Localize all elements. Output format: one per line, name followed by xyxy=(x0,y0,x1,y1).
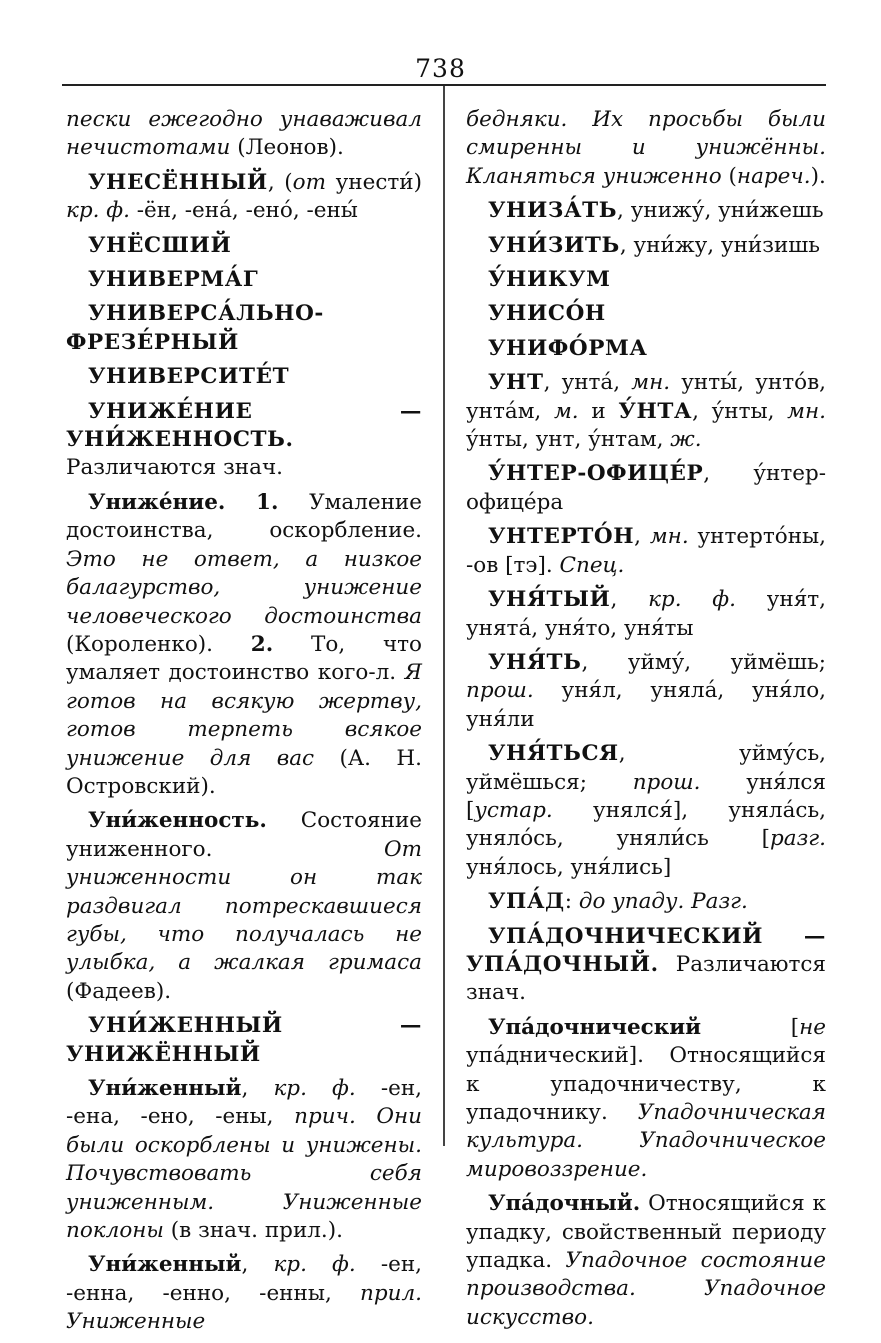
entry-unizhenie-unizhennost xyxy=(66,398,422,483)
subheadword: Упа́дочный. xyxy=(488,1191,641,1217)
italic-text: бедняки. Их просьбы были смиренны и унижённы. Кланяться униженно xyxy=(466,107,826,189)
entry-unison xyxy=(466,300,826,328)
plain-text: уня́л, уняла́, уня́ло, уня́ли xyxy=(466,678,826,732)
plain-text: , унижу́, уни́жешь xyxy=(617,198,824,224)
headword: УПА́Д xyxy=(488,889,565,915)
entry-unt xyxy=(466,369,826,454)
subheadword: Упа́дочнический xyxy=(488,1014,702,1040)
plain-text: (А. Н. Островский). xyxy=(66,745,422,799)
italic-text: м. xyxy=(553,398,579,424)
plain-text: унтерто́ны, -ов [тэ]. xyxy=(466,524,826,578)
plain-text: -ен, -енна, -енно, -енны, xyxy=(66,1252,422,1306)
plain-text: , xyxy=(634,524,650,550)
subheadword: Уни́женность. xyxy=(88,808,267,834)
plain-text: , xyxy=(241,1076,274,1101)
continued-text xyxy=(466,106,826,191)
plain-text: -ен, -ена, -ено, -ены, xyxy=(66,1076,422,1130)
plain-text: Умаление достоинства, оскорбление. xyxy=(66,489,422,544)
italic-text: кр. ф. xyxy=(273,1252,356,1278)
italic-text: Спец. xyxy=(559,552,625,578)
entry-upad xyxy=(466,888,826,916)
plain-text: , уни́жу, уни́зишь xyxy=(619,232,820,258)
plain-text: ( xyxy=(721,163,737,189)
column-divider xyxy=(443,86,445,1146)
italic-text: прош. xyxy=(466,678,534,704)
entry-unizhenny-unizhyonny xyxy=(66,1012,422,1069)
plain-text: ). xyxy=(810,163,826,189)
headword: УНИЗА́ТЬ xyxy=(488,198,618,224)
italic-text: не xyxy=(799,1014,826,1040)
plain-text: Состояние униженного. xyxy=(66,808,422,862)
continued-text xyxy=(66,106,422,163)
headword: УНИСО́Н xyxy=(488,301,606,327)
headword: УНИВЕРМА́Г xyxy=(88,267,259,293)
plain-text: унялся́], уняла́сь, уняло́сь, уняли́сь [ xyxy=(466,797,826,852)
subentry-unizhenny-participle xyxy=(66,1075,422,1245)
headword: УНИВЕРСА́ЛЬНО-ФРЕЗЕ́РНЫЙ xyxy=(66,301,324,355)
plain-text: Различаются знач. xyxy=(466,951,826,1006)
plain-text: у́нты, унт, у́нтам, xyxy=(466,427,671,453)
plain-text: То, что умаляет достоинство кого-л. xyxy=(66,631,423,686)
italic-text: кр. ф. xyxy=(648,587,736,613)
italic-text: От униженности он так раздвигал потрескавшиеся губы, что получалась не улыбка, а жалкая гримаса xyxy=(66,836,422,976)
italic-text: устар. xyxy=(474,797,553,823)
page-number: 738 xyxy=(415,54,466,83)
headword: У́НТА xyxy=(618,398,693,424)
headword: УПА́ДОЧНИЧЕСКИЙ — УПА́ДОЧНЫЙ. xyxy=(466,923,826,977)
italic-text: кр. ф. xyxy=(273,1076,356,1101)
plain-text: , xyxy=(610,587,649,613)
subentry-upadochny xyxy=(466,1190,826,1332)
plain-text: Различаются знач. xyxy=(66,455,284,481)
subheadword: 2. xyxy=(250,631,274,657)
entry-unyat xyxy=(466,649,826,734)
italic-text: от xyxy=(292,169,327,195)
left-column xyxy=(66,106,422,1343)
entry-upadochnichesky-upadochny xyxy=(466,923,826,1008)
headword: УНЁСШИЙ xyxy=(88,232,232,258)
headword: УНЯ́ТЬСЯ xyxy=(488,741,619,767)
italic-text: пески ежегодно унаваживал нечистотами xyxy=(66,107,422,161)
subheadword: Уни́женный xyxy=(88,1252,242,1278)
headword: УНИФО́РМА xyxy=(488,335,648,361)
plain-text: уня́лся [ xyxy=(466,769,826,823)
plain-text: уня́т, унята́, уня́то, уня́ты xyxy=(466,587,827,641)
plain-text xyxy=(225,490,256,515)
headword: УНТЕРТО́Н xyxy=(488,524,635,550)
plain-text: [ xyxy=(701,1014,800,1040)
plain-text: , уйму́, уймёшь; xyxy=(581,649,826,675)
entry-unter-ofitser xyxy=(466,460,826,517)
italic-text: мн. xyxy=(649,524,689,550)
entry-unikum xyxy=(466,266,826,294)
headword: УНЯ́ТЬ xyxy=(488,649,582,675)
subentry-unizhenny-adjective xyxy=(66,1251,422,1336)
italic-text: Я готов на всякую жертву, готов терпеть всякое унижение для вас xyxy=(66,660,422,771)
plain-text: (Короленко). xyxy=(66,631,251,657)
entry-universalno-frezerny xyxy=(66,300,422,357)
italic-text: прич. Они были оскорблены и унижены. Почувствовать себя униженным. Униженные поклоны xyxy=(66,1104,422,1244)
italic-text: нареч. xyxy=(736,163,811,189)
subheadword: 1. xyxy=(256,489,279,515)
subheadword: Уни́женный xyxy=(88,1076,242,1101)
entry-uniforma xyxy=(466,335,826,363)
headword: УНЯ́ТЫЙ xyxy=(488,587,611,613)
headword: УНИ́ЗИТЬ xyxy=(488,232,620,258)
headword: УНИВЕРСИТЕ́Т xyxy=(88,364,290,390)
headword: У́НИКУМ xyxy=(488,267,611,293)
headword: УНЕСЁННЫЙ xyxy=(88,169,268,195)
subheadword: Униже́ние. xyxy=(88,489,226,515)
italic-text: мн. xyxy=(631,370,671,396)
plain-text: Относящийся к упадку, свойственный периоду упадка. xyxy=(466,1191,826,1274)
subentry-unizhennost xyxy=(66,807,422,1006)
italic-text: прил. Униженные xyxy=(66,1280,422,1335)
right-column xyxy=(466,106,826,1338)
italic-text: прош. xyxy=(632,769,701,795)
entry-unyatsya xyxy=(466,740,826,882)
italic-text: ж. xyxy=(670,427,702,453)
plain-text: , унта́, xyxy=(543,370,632,396)
plain-text: унести́) xyxy=(326,169,422,195)
plain-text: , у́нтер-офице́ра xyxy=(466,461,826,515)
entry-unizit xyxy=(466,232,826,260)
entry-unyaty xyxy=(466,586,826,643)
plain-text: -ён, -ена́, -ено́, -ены́ xyxy=(129,198,358,224)
plain-text: и xyxy=(578,398,619,424)
plain-text: , у́нты, xyxy=(692,398,788,424)
entry-unterton xyxy=(466,523,826,580)
headword: У́НТЕР-ОФИЦЕ́Р xyxy=(488,461,704,487)
plain-text: (Леонов). xyxy=(230,135,344,161)
subentry-upadochnichesky xyxy=(466,1014,826,1184)
plain-text: , уйму́сь, уймёшься; xyxy=(466,741,826,795)
entry-unesyonny xyxy=(66,169,422,226)
headword: УНИЖЕ́НИЕ — УНИ́ЖЕННОСТЬ. xyxy=(66,398,422,453)
entry-unyosshy xyxy=(66,232,422,260)
subentry-unizhenie xyxy=(66,489,422,801)
entry-unizat xyxy=(466,197,826,225)
headword: УНИ́ЖЕННЫЙ — УНИЖЁННЫЙ xyxy=(66,1013,422,1067)
plain-text: (в знач. прил.). xyxy=(163,1218,343,1244)
plain-text: унты́, унто́в, унта́м, xyxy=(466,370,827,424)
plain-text: , xyxy=(241,1252,274,1278)
plain-text: : xyxy=(564,889,579,915)
italic-text: Упадочническая культура. Упадочническое мировоззрение. xyxy=(466,1100,826,1182)
italic-text: Упадочное состояние производства. Упадочное искусство. xyxy=(466,1248,826,1330)
plain-text: (Фадеев). xyxy=(66,978,172,1004)
plain-text: упа́днический]. Относящийся к упадочничеству, к упадочнику. xyxy=(466,1043,826,1125)
entry-univermag xyxy=(66,266,422,294)
italic-text: мн. xyxy=(787,398,826,424)
italic-text: Это не ответ, а низкое балагурство, унижение человеческого достоинства xyxy=(66,546,422,629)
headword: УНТ xyxy=(488,370,544,396)
italic-text: разг. xyxy=(769,826,826,852)
entry-universitet xyxy=(66,363,422,391)
italic-text: до упаду. Разг. xyxy=(578,889,748,915)
italic-text: кр. ф. xyxy=(66,198,130,224)
plain-text: , ( xyxy=(267,169,293,195)
plain-text: уня́лось, уня́лись] xyxy=(466,854,672,880)
